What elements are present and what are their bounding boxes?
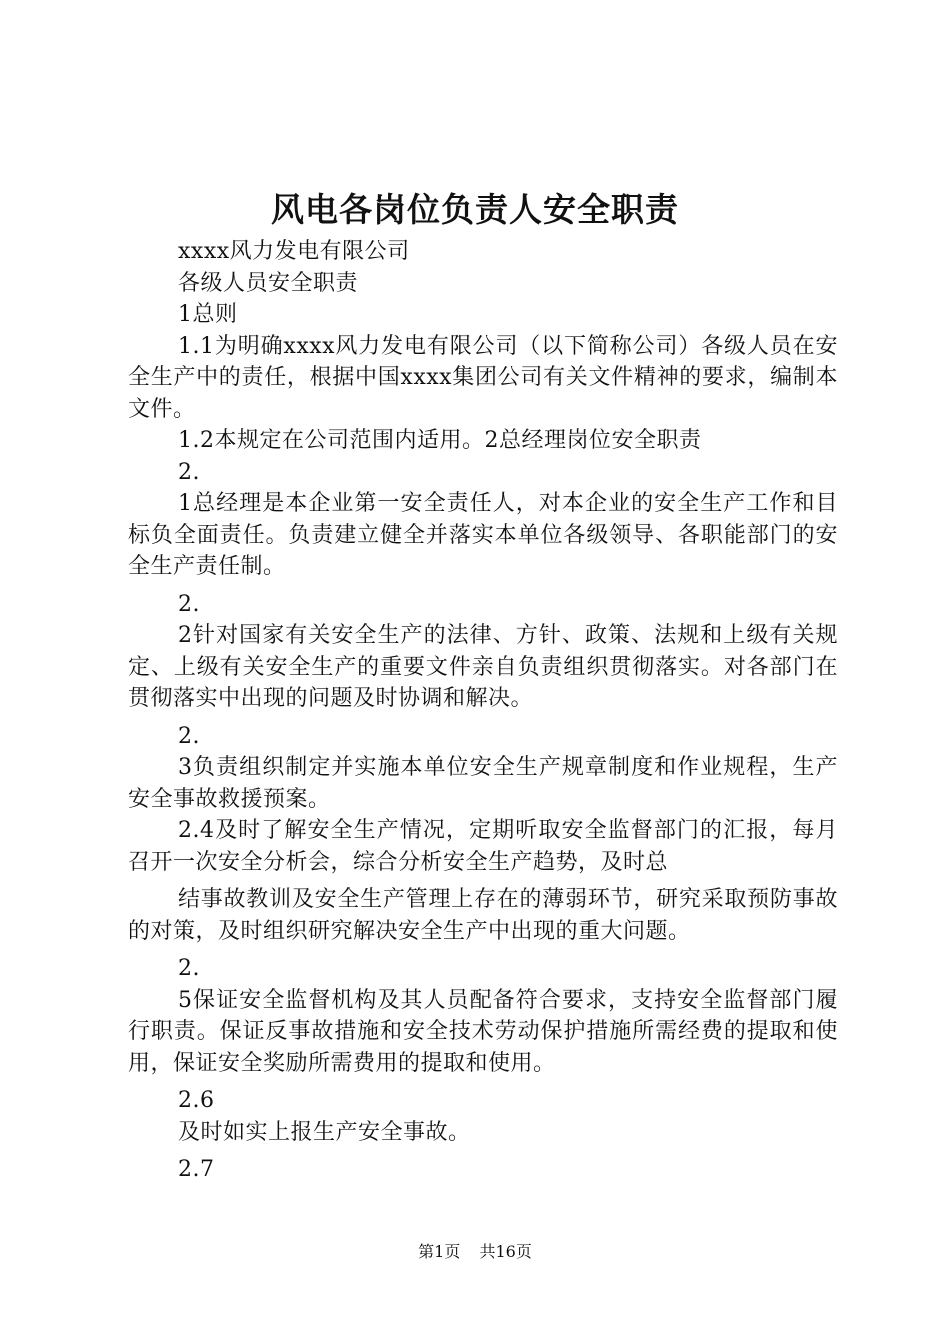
paragraph: 2针对国家有关安全生产的法律、方针、政策、法规和上级有关规定、上级有关安全生产的重要文件亲自负责组织贯彻落实。对各部门在贯彻落实中出现的问题及时协调和解决。 xyxy=(128,623,838,711)
paragraph: 5保证安全监督机构及其人员配备符合要求，支持安全监督部门履行职责。保证反事故措施和安全技术劳动保护措施所需经费的提取和使用，保证安全奖励所需费用的提取和使用。 xyxy=(128,987,838,1076)
paragraph: 1总经理是本企业第一安全责任人，对本企业的安全生产工作和目标负全面责任。负责建立健全并落实本单位各级领导、各职能部门的安全生产责任制。 xyxy=(128,491,838,579)
clause-number: 2. xyxy=(178,591,200,617)
page-total: 共16页 xyxy=(479,1242,532,1261)
company-name: xxxx风力发电有限公司 xyxy=(178,239,410,264)
paragraph: 2.4及时了解安全生产情况，定期听取安全监督部门的汇报，每月召开一次安全分析会，综合分析安全生产趋势，及时总 xyxy=(128,818,838,875)
clause-number: 2.6 xyxy=(178,1088,215,1113)
chapter-heading: 1总则 xyxy=(178,302,238,327)
clause-number: 2. xyxy=(178,956,200,981)
document-title: 风电各岗位负责人安全职责 xyxy=(271,190,679,229)
page-number: 第1页 xyxy=(418,1242,461,1261)
clause-number: 2.7 xyxy=(178,1157,215,1182)
section-heading: 各级人员安全职责 xyxy=(178,270,359,296)
paragraph: 1.2本规定在公司范围内适用。2总经理岗位安全职责 xyxy=(178,428,702,453)
document-body xyxy=(128,236,838,1186)
page-footer xyxy=(0,1240,950,1264)
clause-number: 2. xyxy=(178,723,200,749)
paragraph: 及时如实上报生产安全事故。 xyxy=(178,1119,471,1145)
paragraph: 3负责组织制定并实施本单位安全生产规章制度和作业规程，生产安全事故救援预案。 xyxy=(128,755,838,812)
clause-number: 2. xyxy=(178,459,200,485)
paragraph: 结事故教训及安全生产管理上存在的薄弱环节，研究采取预防事故的对策，及时组织研究解决安全生产中出现的重大问题。 xyxy=(128,887,838,944)
paragraph: 1.1为明确xxxx风力发电有限公司（以下简称公司）各级人员在安全生产中的责任，根据中国xxxx集团公司有关文件精神的要求，编制本文件。 xyxy=(128,333,838,422)
